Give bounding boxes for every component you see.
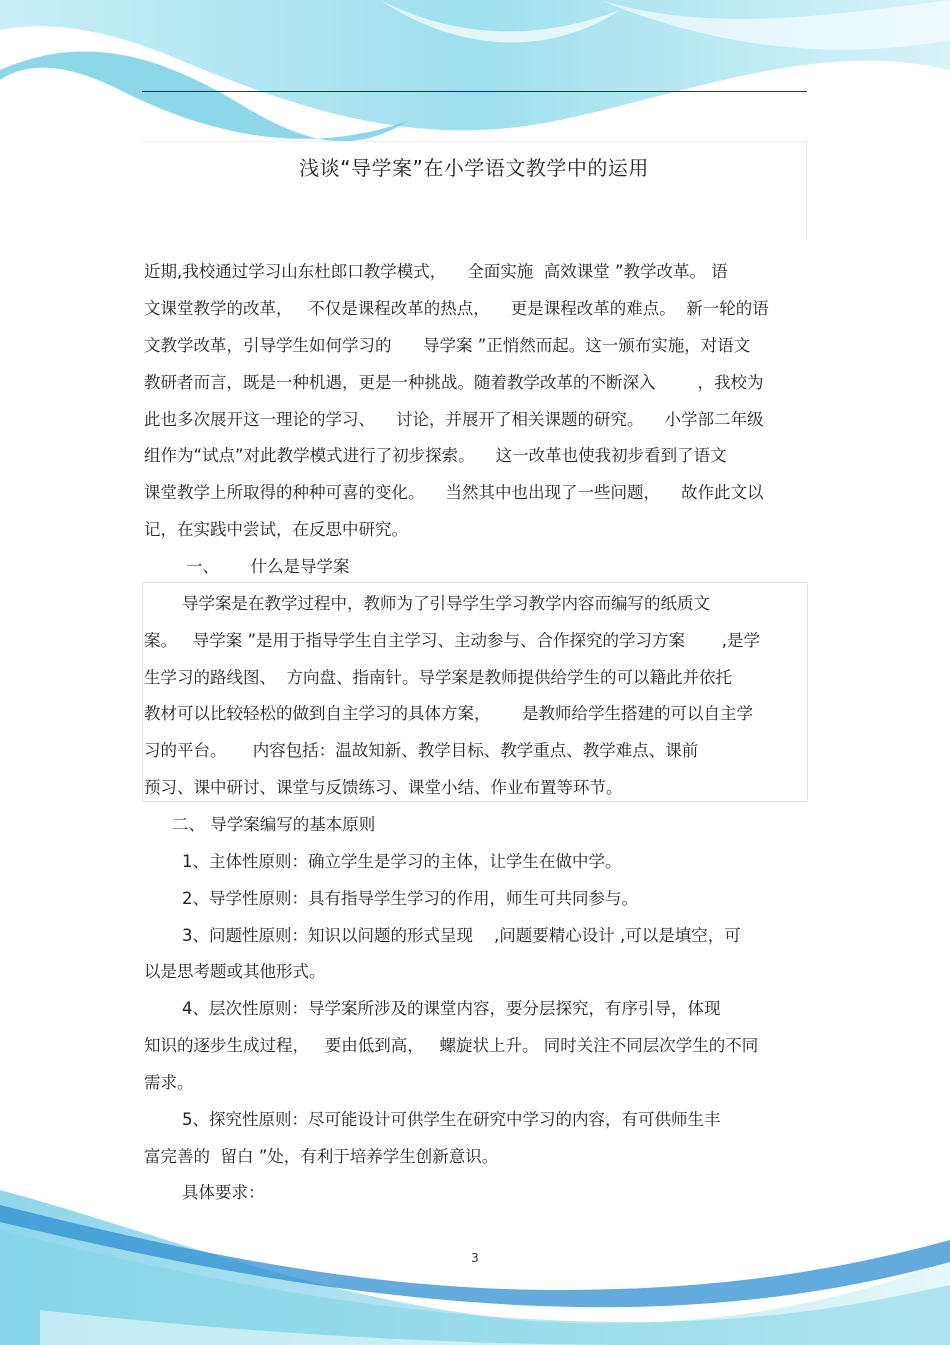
principle-line: 具体要求：: [182, 1183, 265, 1202]
section-heading-2: 二、 导学案编写的基本原则: [172, 815, 376, 834]
intro-line: 此也多次展开这一理论的学习、 讨论，并展开了相关课题的研究。 小学部二年级: [144, 410, 764, 429]
header-rule: [142, 91, 807, 92]
page-number: 3: [471, 1251, 479, 1265]
principle-line: 需求。: [144, 1073, 194, 1092]
principle-line: 知识的逐步生成过程， 要由低到高， 螺旋状上升。 同时关注不同层次学生的不同: [144, 1036, 759, 1055]
title-box: [142, 141, 807, 238]
intro-line: 文教学改革，引导学生如何学习的 导学案 ”正悄然而起。这一颁布实施，对语文: [144, 336, 751, 355]
document-title: 浅谈“导学案”在小学语文教学中的运用: [299, 156, 649, 180]
definition-line: 教材可以比较轻松的做到自主学习的具体方案， 是教师给学生搭建的可以自主学: [144, 704, 753, 723]
principle-line: 2、导学性原则：具有指导学生学习的作用，师生可共同参与。: [182, 889, 638, 908]
definition-line: 习的平台。 内容包括：温故知新、教学目标、教学重点、教学难点、课前: [144, 741, 699, 760]
principle-line: 3、问题性原则：知识以问题的形式呈现 ,问题要精心设计 ,可以是填空，可: [182, 926, 741, 945]
definition-box: [142, 582, 808, 802]
principle-line: 以是思考题或其他形式。: [144, 962, 326, 981]
principle-line: 1、主体性原则：确立学生是学习的主体，让学生在做中学。: [182, 852, 622, 871]
intro-line: 组作为“试点”对此教学模式进行了初步探索。 这一改革也使我初步看到了语文: [144, 446, 727, 465]
intro-line: 近期,我校通过学习山东杜郎口教学模式， 全面实施 高效课堂 ”教学改革。 语: [144, 262, 728, 281]
definition-line: 导学案是在教学过程中，教师为了引导学生学习教学内容而编写的纸质文: [182, 594, 710, 613]
principle-line: 4、层次性原则：导学案所涉及的课堂内容，要分层探究，有序引导，体现: [182, 999, 721, 1018]
definition-line: 生学习的路线图、 方向盘、指南针。导学案是教师提供给学生的可以籍此并依托: [144, 668, 732, 687]
definition-line: 案。 导学案 ”是用于指导学生自主学习、主动参与、合作探究的学习方案 ,是学: [144, 631, 760, 650]
intro-line: 课堂教学上所取得的种种可喜的变化。 当然其中也出现了一些问题， 故作此文以: [144, 483, 764, 502]
principle-line: 5、探究性原则：尽可能设计可供学生在研究中学习的内容，有可供师生丰: [182, 1110, 721, 1129]
intro-line: 教研者而言，既是一种机遇，更是一种挑战。随着教学改革的不断深入 ，我校为: [144, 373, 764, 392]
intro-line: 记，在实践中尝试，在反思中研究。: [144, 520, 408, 539]
intro-line: 文课堂教学的改革， 不仅是课程改革的热点， 更是课程改革的难点。 新一轮的语: [144, 299, 769, 318]
principle-line: 富完善的 留白 ”处，有利于培养学生创新意识。: [144, 1147, 499, 1166]
definition-line: 预习、课中研讨、课堂与反馈练习、课堂小结、作业布置等环节。: [144, 778, 623, 797]
section-heading-1: 一、 什么是导学案: [186, 557, 350, 576]
